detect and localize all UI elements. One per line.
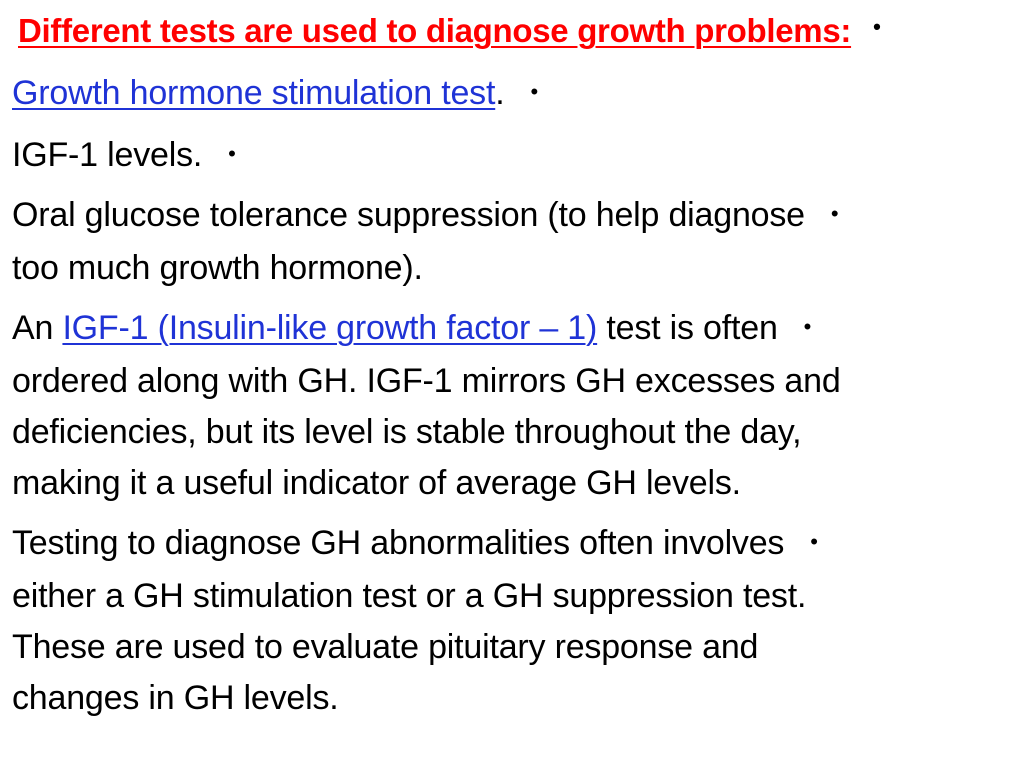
list-item-text: test is often (597, 309, 778, 347)
list-item-line: making it a useful indicator of average GH levels. (12, 463, 741, 502)
list-item-line: deficiencies, but its level is stable throughout the day, (12, 412, 802, 451)
igf1-insulin-like-growth-factor-link[interactable]: IGF-1 (Insulin-like growth factor – 1) (62, 309, 598, 347)
bullet-icon: • (810, 528, 818, 554)
bullet-icon: • (803, 313, 812, 339)
slide-title-text: Different tests are used to diagnose growth problems: (18, 12, 852, 49)
list-item-text: An (12, 309, 63, 347)
list-item-gh-stimulation-test (12, 68, 1002, 121)
list-item-igf1-test (12, 303, 1002, 509)
bullet-icon: • (830, 200, 839, 226)
gh-stimulation-test-link[interactable]: Growth hormone stimulation test (12, 74, 496, 112)
list-item-line (12, 190, 1002, 243)
bullet-icon: • (873, 14, 881, 40)
list-item-text: IGF-1 levels. (12, 136, 203, 174)
list-item-gh-abnormalities (12, 518, 1002, 724)
list-item-text: Oral glucose tolerance suppression (to help diagnose (12, 196, 805, 234)
bullet-icon: • (228, 140, 236, 166)
list-item-text: Testing to diagnose GH abnormalities often involves (12, 524, 785, 562)
bullet-icon: • (530, 78, 538, 104)
list-item-line (12, 130, 1002, 183)
slide-title (18, 12, 880, 50)
list-item-line (12, 68, 1002, 121)
list-item-igf1-levels (12, 130, 1002, 183)
list-item-text: . (495, 74, 505, 112)
list-item-line: ordered along with GH. IGF-1 mirrors GH excesses and (12, 361, 841, 400)
list-item-line: too much growth hormone). (12, 248, 423, 287)
list-item-glucose-suppression (12, 190, 1002, 294)
list-item-line: These are used to evaluate pituitary response and (12, 627, 759, 666)
list-item-line: either a GH stimulation test or a GH suppression test. (12, 576, 807, 615)
list-item-line: changes in GH levels. (12, 678, 339, 717)
list-item-line (12, 518, 1002, 571)
list-item-line (12, 303, 1002, 356)
